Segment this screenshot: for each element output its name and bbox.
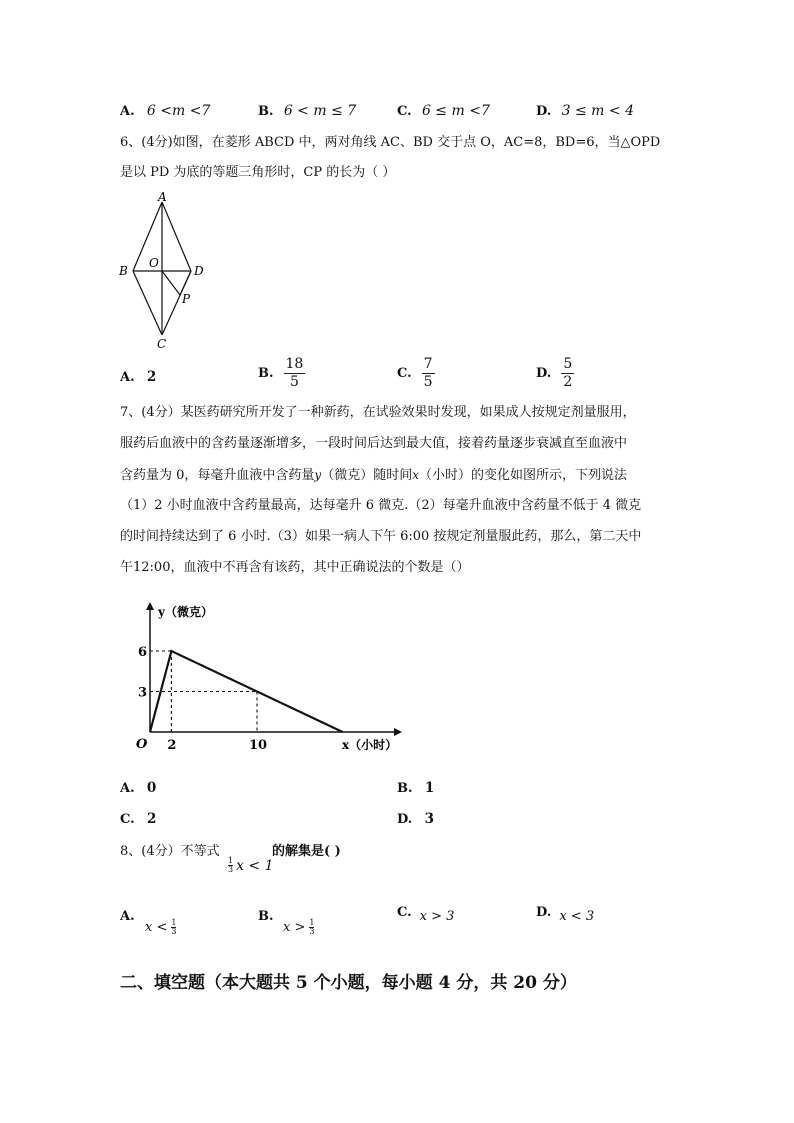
q8-line-b: 的解集是( ) [272, 844, 341, 859]
label-o: O [149, 256, 159, 270]
q6-option-d-fraction [561, 356, 574, 391]
q7-option-b-value: 1 [424, 780, 435, 796]
q8-option-b-denominator: 3 [309, 927, 315, 936]
edge-bc [133, 271, 162, 335]
q8-option-a-fraction [171, 919, 176, 936]
q5-option-b-letter: B. [258, 104, 274, 119]
q8-inequality-denominator: 3 [228, 865, 234, 874]
q7-option-c-letter: C. [120, 812, 135, 827]
q8-option-a-denominator: 3 [171, 927, 177, 936]
q5-option-a [120, 96, 210, 127]
q7-option-d [397, 804, 434, 835]
q7-line-6: 午12:00，血液中不再含有该药，其中正确说法的个数是（） [120, 560, 470, 575]
q8-option-a-numerator: 1 [171, 918, 177, 927]
label-b: B [119, 264, 128, 278]
edge-da [162, 202, 191, 271]
q6-option-b [258, 356, 305, 391]
q6-option-a [120, 362, 156, 393]
q8-option-a-expr [145, 919, 176, 936]
q8-option-b-numerator: 1 [309, 918, 315, 927]
label-d: D [194, 264, 204, 278]
q7-option-a-value: 0 [146, 780, 157, 796]
q5-option-c [397, 96, 490, 127]
q7-line-5: 的时间持续达到了 6 小时.（3）如果一病人下午 6:00 按规定剂量服此药，那么，第二天中 [120, 529, 642, 544]
y-tick-label: 6 [138, 645, 148, 660]
q7-line-4: （1）2 小时血液中含药量最高，达每毫升 6 微克.（2）每毫升血液中含药量不低于 4 微克 [120, 498, 642, 513]
q6-option-b-letter: B. [258, 366, 274, 381]
q7-option-b [397, 773, 434, 804]
x-tick-label: 10 [249, 738, 268, 753]
q6-option-c [397, 356, 435, 391]
q6-option-a-value: 2 [146, 369, 157, 385]
q7-line-3 [120, 460, 627, 491]
q8-option-d-math: x < 3 [559, 909, 595, 924]
q5-option-b-text: 6 < m ≤ 7 [283, 103, 357, 119]
origin-label: O [136, 737, 148, 752]
q6-option-c-fraction [422, 356, 435, 391]
q5-option-b [258, 96, 356, 127]
q7-option-d-value: 3 [424, 811, 435, 827]
q7-option-d-letter: D. [397, 812, 413, 827]
segment-op [162, 271, 180, 295]
q5-option-a-text: 6 <m <7 [146, 103, 211, 119]
label-a: A [158, 192, 167, 204]
x-axis-label: x（小时） [342, 738, 398, 752]
q5-option-a-letter: A. [120, 104, 135, 119]
q5-option-d-letter: D. [536, 104, 552, 119]
q6-option-b-numerator: 18 [285, 356, 304, 372]
q7-var-x: x [412, 468, 419, 482]
q8-line-a: 8、(4分）不等式 [120, 844, 220, 859]
q7-line-2: 服药后血液中的含药量逐渐增多，一段时间后达到最大值，接着药量逐步衰减直至血液中 [120, 436, 628, 451]
q7-line-3c: （小时）的变化如图所示，下列说法 [418, 468, 627, 483]
q5-option-c-text: 6 ≤ m <7 [421, 103, 490, 119]
q6-line-1: 6、(4分)如图，在菱形 ABCD 中，两对角线 AC、BD 交于点 O，AC=8，BD=6，当△OPD [120, 135, 661, 150]
q7-line-1: 7、(4分）某医药研究所开发了一种新药，在试验效果时发现，如果成人按规定剂量服用， [120, 405, 636, 420]
q5-option-d [536, 96, 634, 127]
q5-option-d-text: 3 ≤ m < 4 [561, 103, 634, 119]
q8-option-c [397, 905, 455, 924]
q6-option-c-letter: C. [397, 366, 412, 381]
y-axis-label: y（微克） [158, 605, 213, 619]
q8-option-d-letter: D. [536, 905, 552, 920]
q7-option-b-letter: B. [397, 781, 413, 796]
q8-option-b-fraction [309, 919, 314, 936]
q8-option-d [536, 905, 595, 924]
q6-option-a-letter: A. [120, 370, 135, 385]
q8-option-a-letter: A. [120, 909, 135, 924]
q8-option-a [120, 905, 135, 924]
q8-inequality [228, 857, 274, 874]
q7-line-3a: 含药量为 0，每毫升血液中含药量 [120, 468, 315, 483]
y-tick-label: 3 [138, 685, 148, 701]
q6-option-b-fraction [284, 356, 306, 391]
q7-var-y: y [314, 468, 322, 482]
q8-inequality-fraction [228, 857, 233, 874]
q6-option-b-denominator: 5 [289, 374, 299, 390]
q5-option-c-letter: C. [397, 104, 412, 119]
q7-line-3b: （微克）随时间 [321, 468, 413, 483]
q8-inequality-rest: x < 1 [236, 857, 274, 874]
q8-option-b-letter: B. [258, 909, 274, 924]
q7-option-a [120, 773, 156, 804]
q6-option-d [536, 356, 574, 391]
section-2-heading: 二、填空题（本大题共 5 个小题，每小题 4 分，共 20 分） [120, 973, 577, 993]
q7-option-c [120, 804, 156, 835]
q6-option-d-letter: D. [536, 366, 552, 381]
q6-option-c-denominator: 5 [423, 374, 433, 390]
q8-inequality-numerator: 1 [228, 856, 234, 865]
q8-option-c-math: x > 3 [419, 909, 455, 924]
q8-option-c-letter: C. [397, 905, 412, 920]
label-p: P [182, 292, 191, 306]
q6-option-d-denominator: 2 [563, 374, 573, 390]
q6-line-2: 是以 PD 为底的等题三角形时，CP 的长为（ ） [120, 165, 396, 180]
q8-option-b-math: x > [283, 920, 306, 935]
x-tick-label: 2 [167, 738, 177, 753]
label-c: C [157, 337, 167, 351]
q7-option-a-letter: A. [120, 781, 135, 796]
drug-concentration-chart [130, 598, 420, 758]
q8-option-b [258, 905, 274, 924]
q8-option-b-expr [283, 919, 314, 936]
rhombus-figure [112, 192, 222, 352]
q6-option-c-numerator: 7 [423, 356, 433, 372]
q7-option-c-value: 2 [146, 811, 157, 827]
q6-option-d-numerator: 5 [563, 356, 573, 372]
q8-option-a-math: x < [145, 920, 168, 935]
